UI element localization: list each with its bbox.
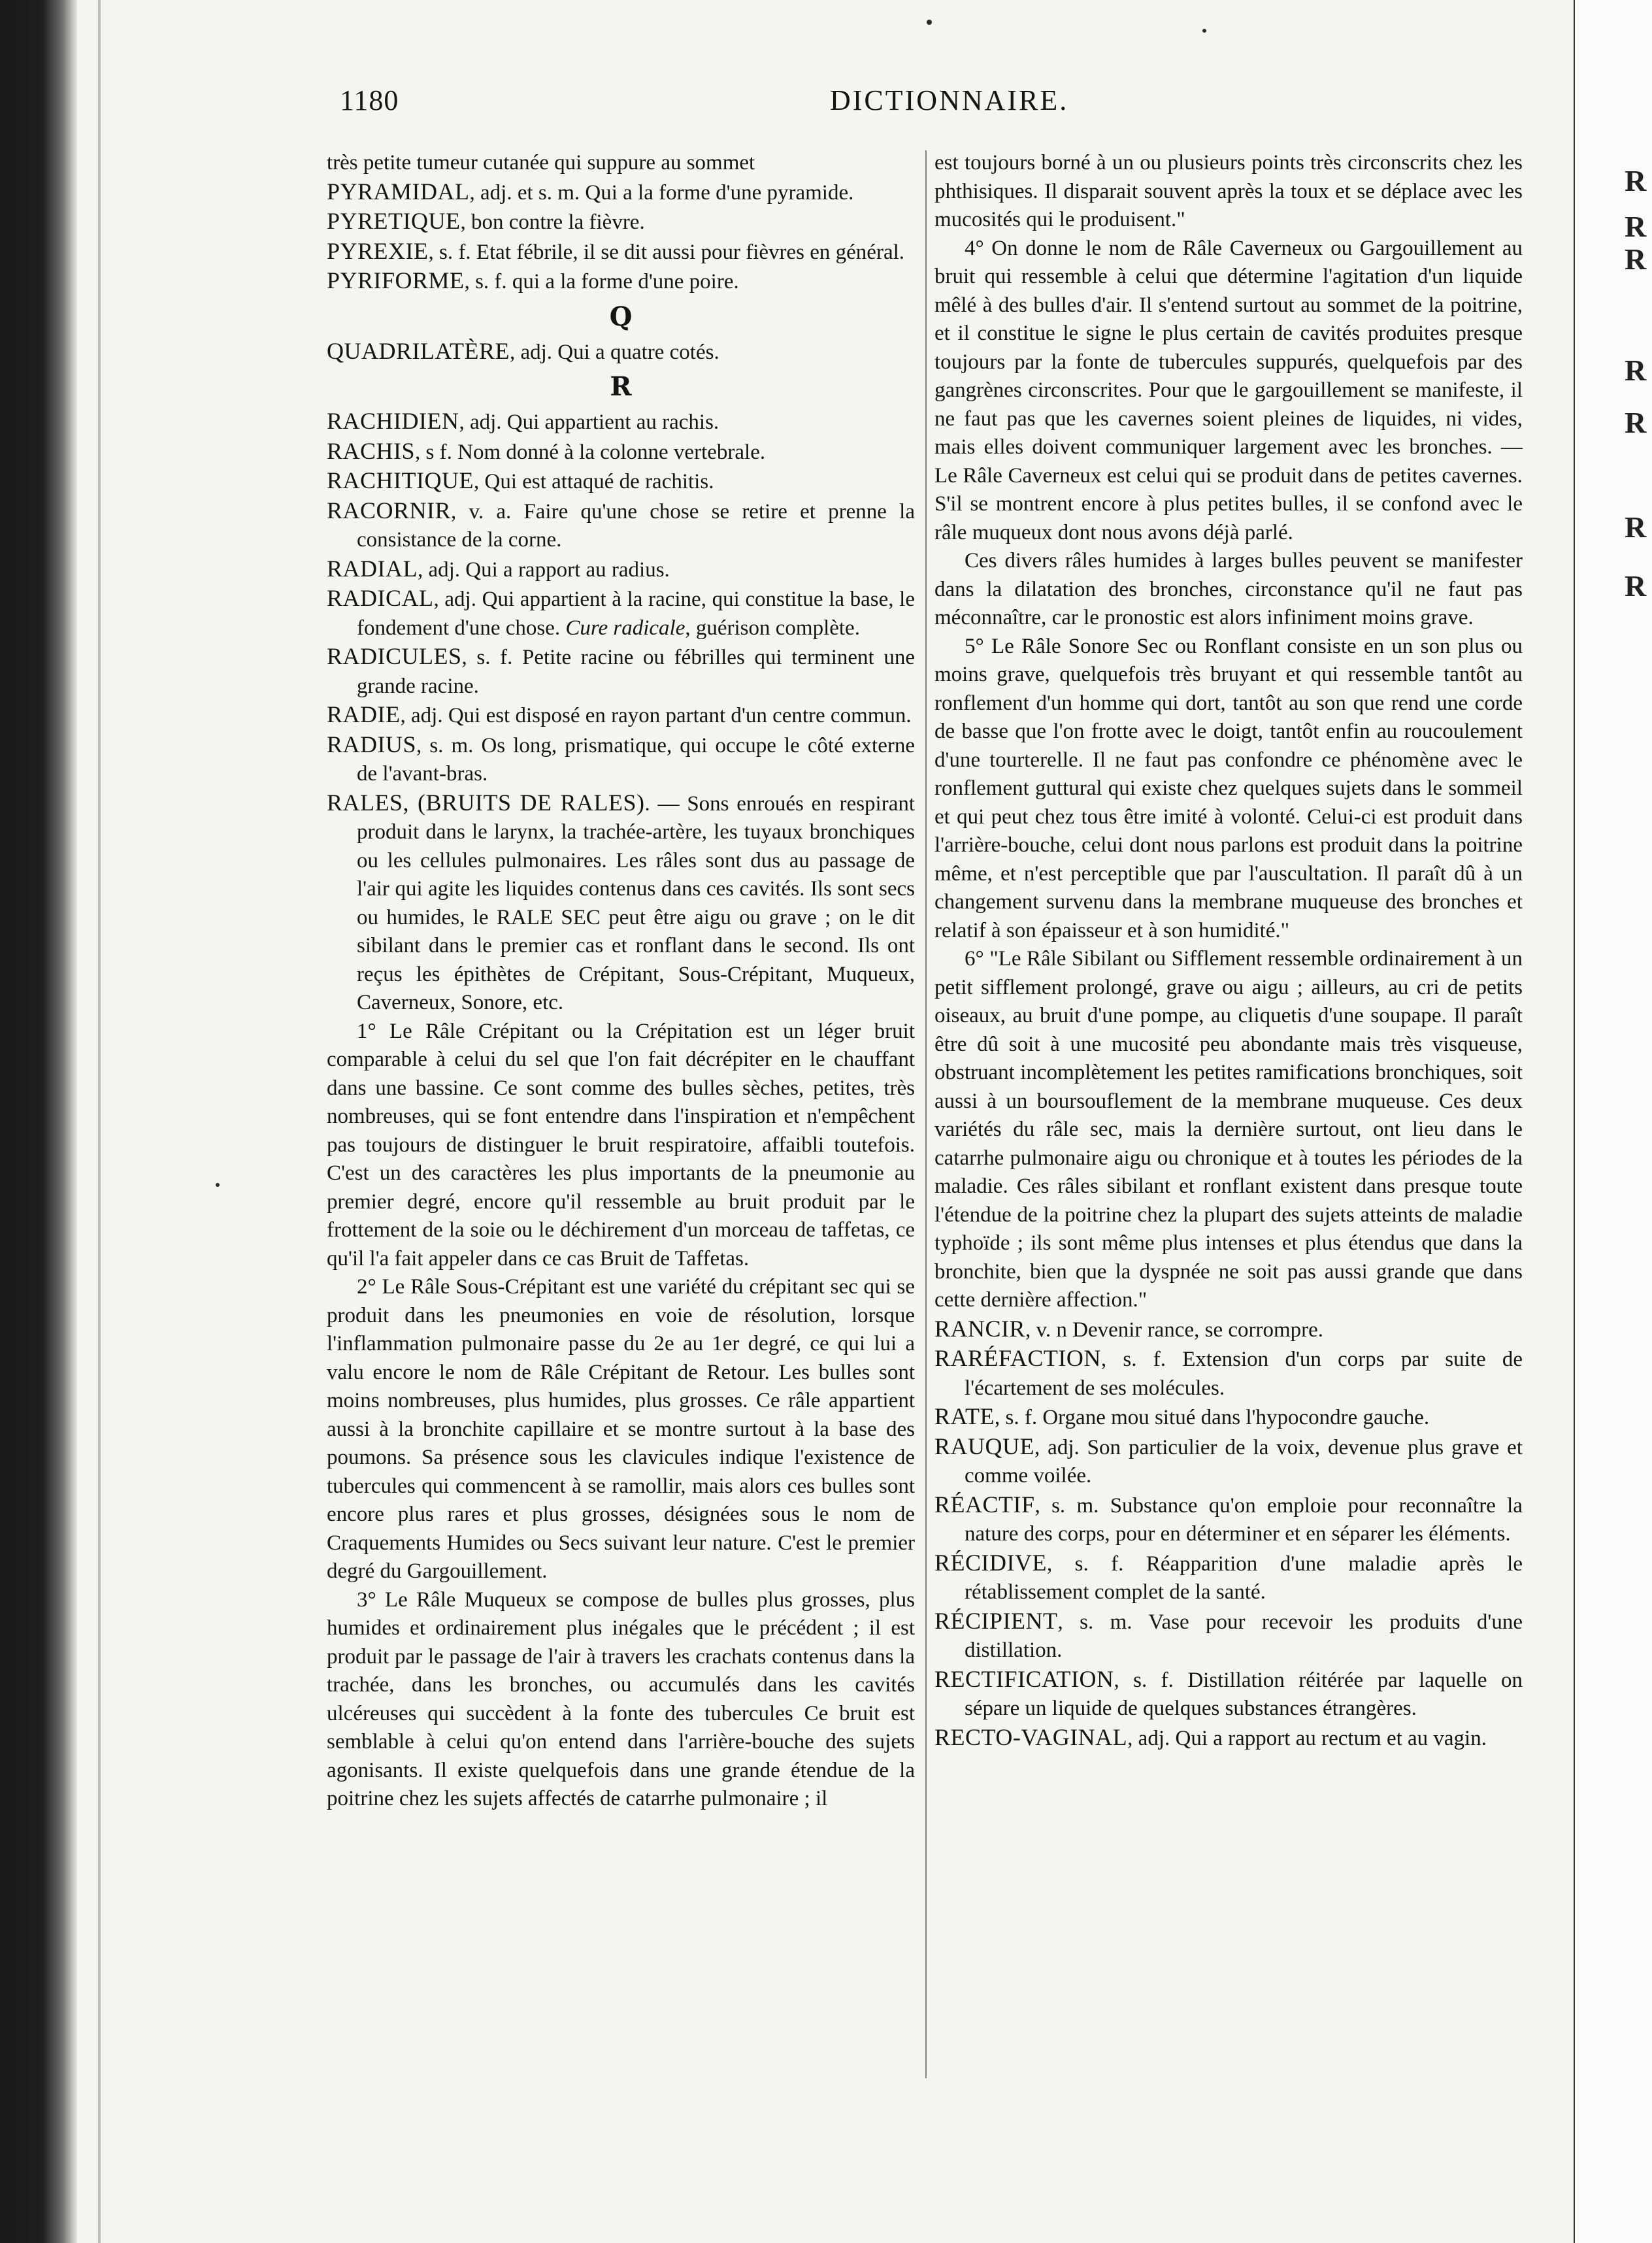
entry-headword: RÉCIPIENT bbox=[934, 1607, 1058, 1634]
entry-definition: , s. f. qui a la forme d'une poire. bbox=[464, 270, 739, 293]
entry-definition: , s. f. Réapparition d'une maladie après le rétablissement complet de la santé. bbox=[965, 1552, 1523, 1604]
entry-headword: RADICAL bbox=[327, 585, 434, 611]
dictionary-entry bbox=[934, 1723, 1523, 1753]
entry-headword: RACORNIR bbox=[327, 497, 452, 523]
entry-italic-term: Cure radicale bbox=[565, 616, 686, 640]
entry-definition-tail: , guérison complète. bbox=[685, 616, 860, 640]
entry-definition: , v. n Devenir rance, se corrompre. bbox=[1025, 1318, 1324, 1342]
entry-headword: RECTO-VAGINAL bbox=[934, 1723, 1128, 1750]
dictionary-entry bbox=[327, 701, 915, 731]
entry-headword: PYRAMIDAL bbox=[327, 178, 470, 205]
edge-letter: R bbox=[1625, 510, 1647, 544]
entry-definition: , s. f. Organe mou situé dans l'hypocondre gauche. bbox=[995, 1406, 1430, 1429]
running-head: DICTIONNAIRE. bbox=[830, 84, 1069, 116]
dictionary-entry bbox=[327, 731, 915, 789]
dictionary-entry bbox=[327, 789, 915, 1018]
edge-letter: R bbox=[1625, 242, 1647, 276]
entry-definition: , s. f. Petite racine ou fébrilles qui terminent une grande racine. bbox=[357, 646, 915, 698]
entry-definition: , adj. Qui appartient à la racine, qui constitue la base, le fondement d'une chose. bbox=[357, 588, 915, 640]
entry-definition: , adj. Qui a rapport au rectum et au vagin. bbox=[1127, 1726, 1487, 1750]
section-letter: R bbox=[610, 371, 632, 402]
body-paragraph: 6° "Le Râle Sibilant ou Sifflement ressemble ordinairement à un petit sifflement prolongé, grave ou aigu ; ailleurs, au cri de petits oiseaux, au bruit d'une pompe, au cliquetis d'une soupape. Il paraît être dû soit à une mucosité peu abondante mais très visqueuse, obstruant incomplètement les petites ramifications bronchiques, soit aussi à un boursouflement de la membrane muqueuse. Ces deux variétés du râle sec, mais la dernière surtout, ont lieu dans le catarrhe pulmonaire aigu ou chronique et à toutes les périodes de la maladie. Ces râles sibilant et ronflant existent dans presque toute l'étendue de la poitrine chez la plupart des sujets atteints de maladie typhoïde ; ils sont même plus intenses et plus étendus que dans la bronchite, bien que la dyspnée ne soit pas aussi grande que dans cette dernière affection." bbox=[934, 947, 1523, 1312]
entry-headword: RADIUS bbox=[327, 731, 417, 757]
edge-letter: R bbox=[1625, 164, 1647, 197]
dictionary-entry bbox=[327, 584, 915, 642]
binding-edge bbox=[98, 0, 101, 2243]
entry-definition: , s. m. Os long, prismatique, qui occupe le côté externe de l'avant-bras. bbox=[357, 733, 915, 786]
entry-headword: RADIE bbox=[327, 701, 401, 727]
dictionary-entry bbox=[327, 207, 915, 237]
dictionary-entry bbox=[327, 237, 915, 267]
column-rule bbox=[925, 150, 927, 2078]
page-number: 1180 bbox=[340, 84, 399, 116]
body-paragraph: Ces divers râles humides à larges bulles peuvent se manifester dans la dilatation des bronches, circonstance qu'il ne faut pas méconnaître, car le pronostic est alors infiniment moins grave. bbox=[934, 549, 1523, 629]
entry-headword: PYRIFORME bbox=[327, 267, 465, 293]
entry-headword: RACHIDIEN bbox=[327, 408, 459, 434]
right-column bbox=[934, 149, 1523, 1753]
edge-letter: R bbox=[1625, 354, 1647, 387]
body-paragraph: 4° On donne le nom de Râle Caverneux ou Gargouillement au bruit qui ressemble à celui que détermine l'agitation d'un liquide mêlé à des bulles d'air. Il s'entend surtout au sommet de la poitrine, et il constitue le signe le plus certain de cavités produites presque toujours par la fonte de tubercules suppurés, quelquefois par des gangrènes circonscrites. Pour que le gargouillement se manifeste, il ne faut pas que les cavernes soient pleines de liquides, ni vides, mais elles doivent communiquer largement avec les bronches. — Le Râle Caverneux est celui qui se produit dans de petites cavernes. S'il se montrent encore à plus petites bulles, il se confond avec le râle muqueux dont nous avons déjà parlé. bbox=[934, 236, 1523, 544]
dictionary-entry bbox=[934, 1403, 1523, 1433]
continued-text: très petite tumeur cutanée qui suppure au sommet bbox=[327, 151, 755, 174]
dictionary-entry bbox=[327, 178, 915, 208]
entry-definition: , s f. Nom donné à la colonne vertebrale. bbox=[415, 440, 766, 464]
continued-text: est toujours borné à un ou plusieurs points très circonscrits chez les phthisiques. Il disparait souvent après la toux et se déplace avec les mucosités qui le produisent." bbox=[934, 151, 1523, 231]
body-paragraph: 5° Le Râle Sonore Sec ou Ronflant consiste en un son plus ou moins grave, quelquefois très bruyant et qui ressemble tantôt au ronflement d'un homme qui dort, tantôt au son que rend une corde de basse que l'on frotte avec le doigt, tantôt enfin au roucoulement d'une tourterelle. Il ne faut pas confondre ce phénomène avec le ronflement guttural qui existe chez quelques sujets dans le sommeil et qui peut chez tous être imité à volonté. Celui-ci est produit dans l'arrière-bouche, celui dont nous parlons est produit dans la poitrine même, et n'est perceptible que par l'auscultation. Il paraît dû à un changement survenu dans la membrane muqueuse des bronches et relatif à son épaisseur et à son humidité." bbox=[934, 634, 1523, 942]
entry-definition: . — Sons enroués en respirant produit dans le larynx, la trachée-artère, les tuyaux bronchiques ou les cellules pulmonaires. Les râles sont dus au passage de l'air qui agite les liquides contenus dans ces cavités. Ils sont secs ou humides, le RALE SEC peut être aigu ou grave ; on le dit sibilant dans le premier cas et ronflant dans le second. Ils ont reçus les épithètes de Crépitant, Sous-Crépitant, Muqueux, Caverneux, Sonore, etc. bbox=[357, 791, 916, 1014]
entry-headword: PYRETIQUE bbox=[327, 208, 461, 234]
entry-definition: , adj. Qui appartient au rachis. bbox=[459, 410, 719, 434]
dictionary-entry bbox=[934, 1607, 1523, 1665]
entry-headword: RATE bbox=[934, 1403, 995, 1429]
entry-definition: , adj. Son particulier de la voix, devenue plus grave et comme voilée. bbox=[965, 1435, 1523, 1487]
dictionary-entry bbox=[327, 497, 915, 555]
dictionary-entry bbox=[934, 1491, 1523, 1549]
dictionary-entry bbox=[327, 467, 915, 497]
body-paragraph: 2° Le Râle Sous-Crépitant est une variété du crépitant sec qui se produit dans les pneumonies en voie de résolution, lorsque l'inflammation pulmonaire passe du 2e au 1er degré, ce qui lui a valu encore le nom de Râle Crépitant de Retour. Les bulles sont moins nombreuses, plus humides, plus grosses. Ce râle appartient aussi à la bronchite capillaire et se montre surtout à la base des poumons. Sa présence sous les clavicules indique l'existence de tubercules qui commencent à se ramollir, mais alors ces bulles sont encore plus rares et plus grosses, désignées sous le nom de Craquements Humides ou Secs suivant leur nature. C'est le premier degré du Gargouillement. bbox=[327, 1275, 915, 1583]
section-letter: Q bbox=[609, 301, 633, 332]
dictionary-entry bbox=[327, 267, 915, 297]
entry-headword: RÉCIDIVE bbox=[934, 1549, 1047, 1576]
entry-headword: PYREXIE bbox=[327, 237, 429, 264]
dictionary-entry bbox=[934, 1549, 1523, 1607]
dictionary-entry bbox=[327, 407, 915, 437]
entry-headword: RADIAL bbox=[327, 555, 418, 582]
entry-headword: RECTIFICATION bbox=[934, 1665, 1114, 1692]
entry-definition: , s. m. Substance qu'on emploie pour reconnaître la nature des corps, pour en déterminer et en séparer les éléments. bbox=[965, 1493, 1523, 1546]
dictionary-entry bbox=[934, 1344, 1523, 1403]
entry-headword: RALES, (BRUITS DE RALES) bbox=[327, 789, 645, 816]
ink-speck bbox=[927, 20, 932, 25]
entry-headword: RAUQUE bbox=[934, 1433, 1034, 1459]
entry-headword: RÉACTIF bbox=[934, 1491, 1035, 1518]
ink-speck bbox=[1202, 29, 1206, 33]
entry-definition: , bon contre la fièvre. bbox=[460, 210, 645, 234]
entry-definition: , adj. Qui a rapport au radius. bbox=[417, 557, 670, 582]
entry-headword: QUADRILATÈRE bbox=[327, 337, 510, 364]
body-paragraph: 3° Le Râle Muqueux se compose de bulles plus grosses, plus humides et ordinairement plus inégales que le précédent ; il est produit par le passage de l'air à travers les crachats contenus dans la trachée, dans les bronches, ou accumulés dans les cavités ulcéreuses qui succèdent à la fonte des tubercules Ce bruit est semblable à celui qu'on entend dans l'arrière-bouche des sujets agonisants. Il existe quelquefois dans une grande étendue de la poitrine chez les sujets affectés de catarrhe pulmonaire ; il bbox=[327, 1587, 915, 1810]
entry-definition: , s. m. Vase pour recevoir les produits d'une distillation. bbox=[965, 1610, 1523, 1662]
entry-headword: RARÉFACTION bbox=[934, 1345, 1101, 1371]
edge-letter: R bbox=[1625, 210, 1647, 243]
dictionary-entry bbox=[934, 1315, 1523, 1345]
facing-page-strip bbox=[1575, 0, 1652, 2243]
entry-definition: , adj. Qui a quatre cotés. bbox=[509, 340, 719, 364]
body-paragraph: 1° Le Râle Crépitant ou la Crépitation est un léger bruit comparable à celui du sel que l'on fait décrépiter en le chauffant dans une bassine. Ce sont comme des bulles sèches, petites, très nombreuses, qui se font entendre dans l'inspiration et n'empêchent pas toujours de distinguer le bruit respiratoire, affaibli toutefois. C'est un des caractères les plus importants de la pneumonie au premier degré, encore qu'il ressemble au bruit produit par le frottement de la soie ou le déchirement d'un morceau de taffetas, ce qu'il l'a fait appeler dans ce cas Bruit de Taffetas. bbox=[327, 1019, 915, 1271]
dictionary-entry bbox=[934, 1665, 1523, 1723]
entry-definition: , adj. Qui est disposé en rayon partant d'un centre commun. bbox=[400, 704, 912, 727]
entry-definition: , s. f. Distillation réitérée par laquelle on sépare un liquide de quelques substances étrangères. bbox=[965, 1668, 1523, 1720]
left-column bbox=[327, 149, 915, 1814]
binding-shadow bbox=[0, 0, 77, 2243]
entry-definition: , v. a. Faire qu'une chose se retire et prenne la consistance de la corne. bbox=[357, 499, 915, 552]
dictionary-entry bbox=[934, 1433, 1523, 1491]
entry-definition: , Qui est attaqué de rachitis. bbox=[473, 470, 714, 493]
dictionary-entry bbox=[327, 337, 915, 367]
dictionary-entry bbox=[327, 437, 915, 467]
ink-speck bbox=[216, 1183, 220, 1187]
entry-definition: , s. f. Extension d'un corps par suite de l'écartement de ses molécules. bbox=[965, 1348, 1523, 1400]
entry-headword: RANCIR bbox=[934, 1315, 1026, 1342]
entry-definition: , s. f. Etat fébrile, il se dit aussi pour fièvres en général. bbox=[428, 240, 905, 264]
entry-definition: , adj. et s. m. Qui a la forme d'une pyramide. bbox=[469, 180, 854, 205]
edge-letter: R bbox=[1625, 406, 1647, 439]
dictionary-entry bbox=[327, 642, 915, 701]
entry-headword: RADICULES bbox=[327, 643, 462, 669]
page-header bbox=[340, 84, 1555, 129]
dictionary-entry bbox=[327, 555, 915, 585]
entry-headword: RACHIS bbox=[327, 437, 416, 464]
edge-letter: R bbox=[1625, 569, 1647, 603]
entry-headword: RACHITIQUE bbox=[327, 467, 474, 493]
